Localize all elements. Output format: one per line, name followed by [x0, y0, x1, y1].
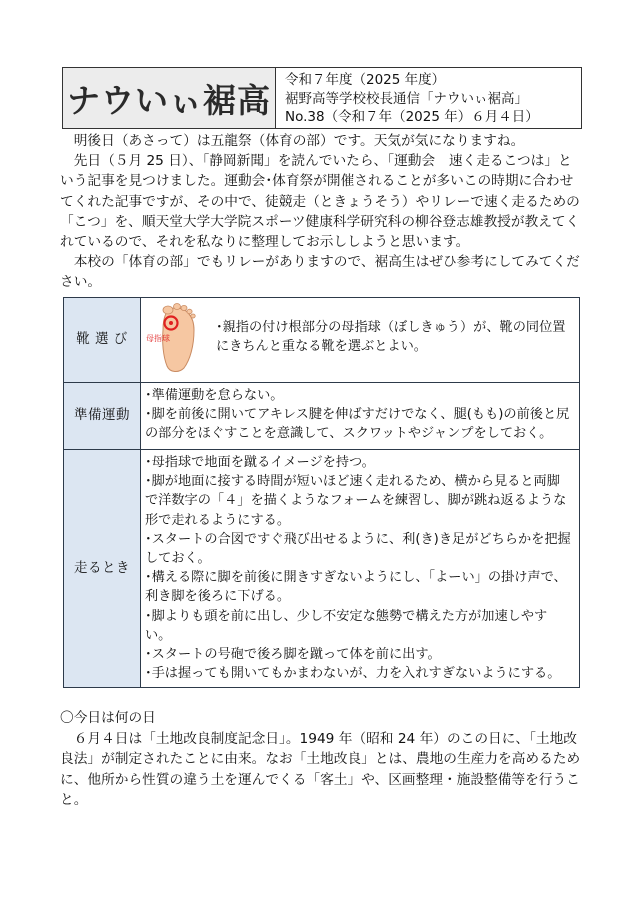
intro-text [60, 131, 585, 293]
list-item: ･手は握っても開いてもかまわないが、力を入れすぎないようにする。 [145, 666, 561, 682]
issue-number-date: No.38（令和７年（2025 年）６月４日） [285, 109, 539, 125]
list-item: ･準備運動を怠らない。 [145, 388, 284, 403]
table-row-running [64, 450, 580, 688]
ball-of-foot-label: 母指球 [146, 334, 170, 343]
row-label-shoes: 靴 選 び [64, 298, 141, 383]
today-section [60, 708, 585, 811]
table-row-shoes [64, 298, 580, 383]
list-item: ･母指球で地面を蹴るイメージを持つ。 [145, 455, 375, 470]
intro-paragraph: 明後日（あさって）は五龍祭（体育の部）です。天気が気になりますね。 [73, 133, 525, 149]
list-item: ･スタートの合図ですぐ飛び出せるように、利(き)き足がどちらかを把握しておく。 [145, 531, 571, 567]
intro-paragraph: 本校の「体育の部」でもリレーがありますので、裾高生はぜひ参考にしてみてください。 [60, 254, 580, 291]
row-content-warmup [141, 383, 580, 450]
list-item: ･スタートの号砲で後ろ脚を蹴って体を前に出す。 [145, 647, 441, 663]
row-label-running: 走るとき [64, 450, 141, 688]
newsletter-meta [276, 68, 581, 128]
newsletter-header [62, 67, 582, 129]
list-item: ･脚が地面に接する時間が短いほど速く走れるため、横から見ると両脚で洋数字の「４」を描くようなフォームを練習し、脚が跳ね返るような形で走れるようにする。 [145, 474, 567, 528]
intro-paragraph: 先日（５月 25 日）、「静岡新聞」を読んでいたら、「運動会 速く走るこつは」という記事を見つけました。運動会･体育祭が開催されることが多いこの時期に合わせてくれた記事ですが、その中で、徒競走（ときょうそう）やリレーで速く走るための「こつ」を、順天堂大学大学院スポーツ健康科学研究科の柳谷登志雄教授が教えてくれているので、それを私なりに整理してお示ししようと思います。 [60, 153, 580, 251]
issue-year: 令和７年度（2025 年度） [285, 72, 446, 88]
row-label-warmup: 準備運動 [64, 383, 141, 450]
row-content-running [141, 450, 580, 688]
newsletter-logo: ナウいぃ裾高 [63, 68, 276, 128]
newsletter-title: 裾野高等学校校長通信「ナウいぃ裾高」 [285, 90, 528, 107]
row-text-shoes: ･親指の付け根部分の母指球（ぼしきゅう）が、靴の同位置にきちんと重なる靴を選ぶとよい。 [216, 320, 566, 355]
running-tips-table [63, 297, 580, 688]
today-text: ６月４日は「土地改良制度記念日」。1949 年（昭和 24 年）のこの日に、「土地改良法」が制定されたことに由来。なお「土地改良」とは、農地の生産力を高めるために、他所から性質の違う土を運んでくる「客土」や、区画整理・施設整備等を行うこと。 [60, 730, 581, 808]
row-content-shoes [141, 298, 580, 383]
today-heading: 〇今日は何の日 [60, 710, 156, 726]
table-row-warmup [64, 383, 580, 450]
foot-ball-diagram [146, 302, 206, 374]
list-item: ･脚を前後に開いてアキレス腱を伸ばすだけでなく、腿(もも)の前後と尻の部分をほぐすことを意識して、スクワットやジャンプをしておく。 [145, 407, 570, 442]
list-item: ･構える際に脚を前後に開きすぎないようにし、「よーい」の掛け声で、利き脚を後ろに下げる。 [145, 570, 567, 605]
list-item: ･脚よりも頭を前に出し、少し不安定な態勢で構えた方が加速しやすい。 [145, 608, 548, 643]
